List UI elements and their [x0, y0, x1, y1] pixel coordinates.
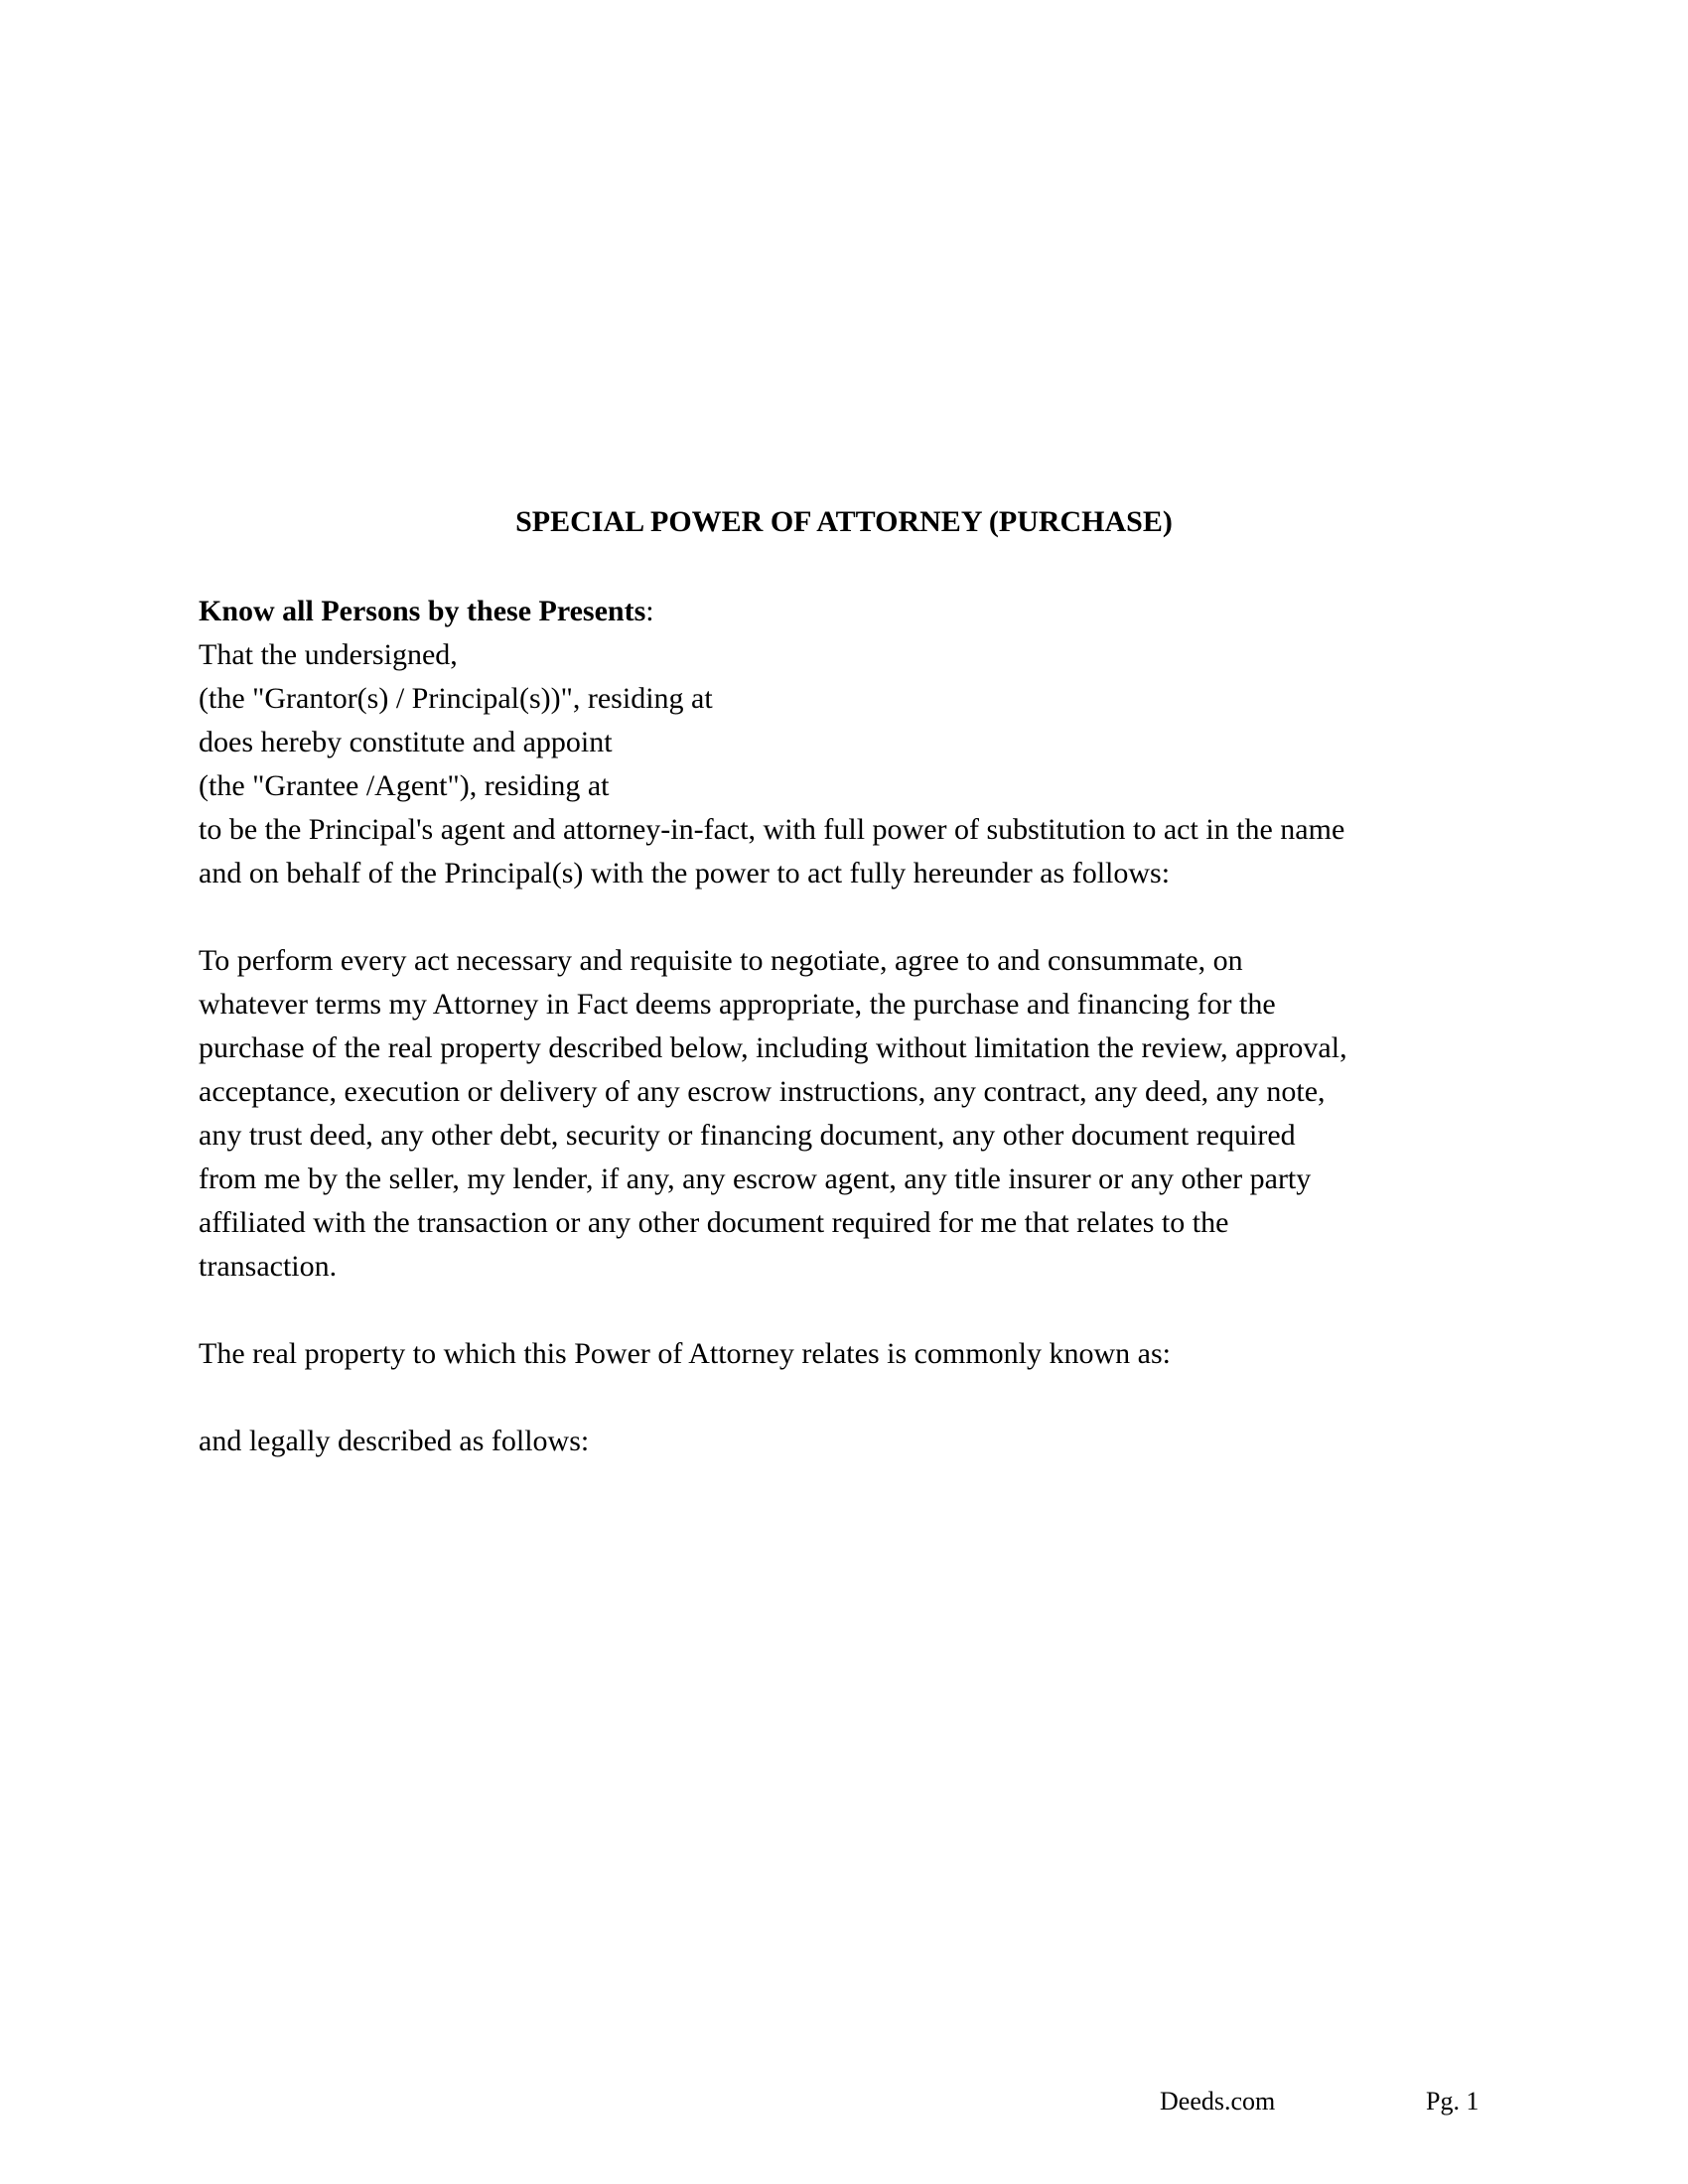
powers-paragraph [199, 939, 1509, 1289]
intro-line: to be the Principal's agent and attorney-in-fact, with full power of substitution to act in the name [199, 813, 1345, 846]
footer-site-name: Deeds.com [1160, 2087, 1276, 2116]
powers-line: whatever terms my Attorney in Fact deems appropriate, the purchase and financing for the [199, 988, 1276, 1021]
footer-page-number: Pg. 1 [1426, 2087, 1479, 2116]
powers-line: from me by the seller, my lender, if any, any escrow agent, any title insurer or any other party [199, 1162, 1312, 1195]
powers-line: transaction. [199, 1250, 338, 1283]
powers-line: affiliated with the transaction or any other document required for me that relates to the [199, 1206, 1229, 1239]
intro-heading [199, 590, 1509, 633]
powers-line: purchase of the real property described below, including without limitation the review, approval, [199, 1031, 1347, 1064]
intro-heading-bold: Know all Persons by these Presents [199, 595, 646, 627]
powers-line: To perform every act necessary and requisite to negotiate, agree to and consummate, on [199, 944, 1243, 977]
intro-line: (the "Grantee /Agent"), residing at [199, 769, 610, 802]
document-title: SPECIAL POWER OF ATTORNEY (PURCHASE) [515, 505, 1173, 538]
intro-line: does hereby constitute and appoint [199, 726, 613, 758]
legal-description-paragraph: and legally described as follows: [199, 1425, 590, 1457]
property-paragraph: The real property to which this Power of Attorney relates is commonly known as: [199, 1337, 1171, 1370]
intro-section [199, 590, 1509, 895]
intro-line: and on behalf of the Principal(s) with the power to act fully hereunder as follows: [199, 857, 1171, 889]
powers-line: any trust deed, any other debt, security or financing document, any other document required [199, 1119, 1296, 1152]
intro-line: (the "Grantor(s) / Principal(s))", residing at [199, 682, 713, 715]
intro-line: That the undersigned, [199, 638, 458, 671]
powers-line: acceptance, execution or delivery of any escrow instructions, any contract, any deed, any note, [199, 1075, 1326, 1108]
intro-heading-colon: : [645, 595, 654, 627]
